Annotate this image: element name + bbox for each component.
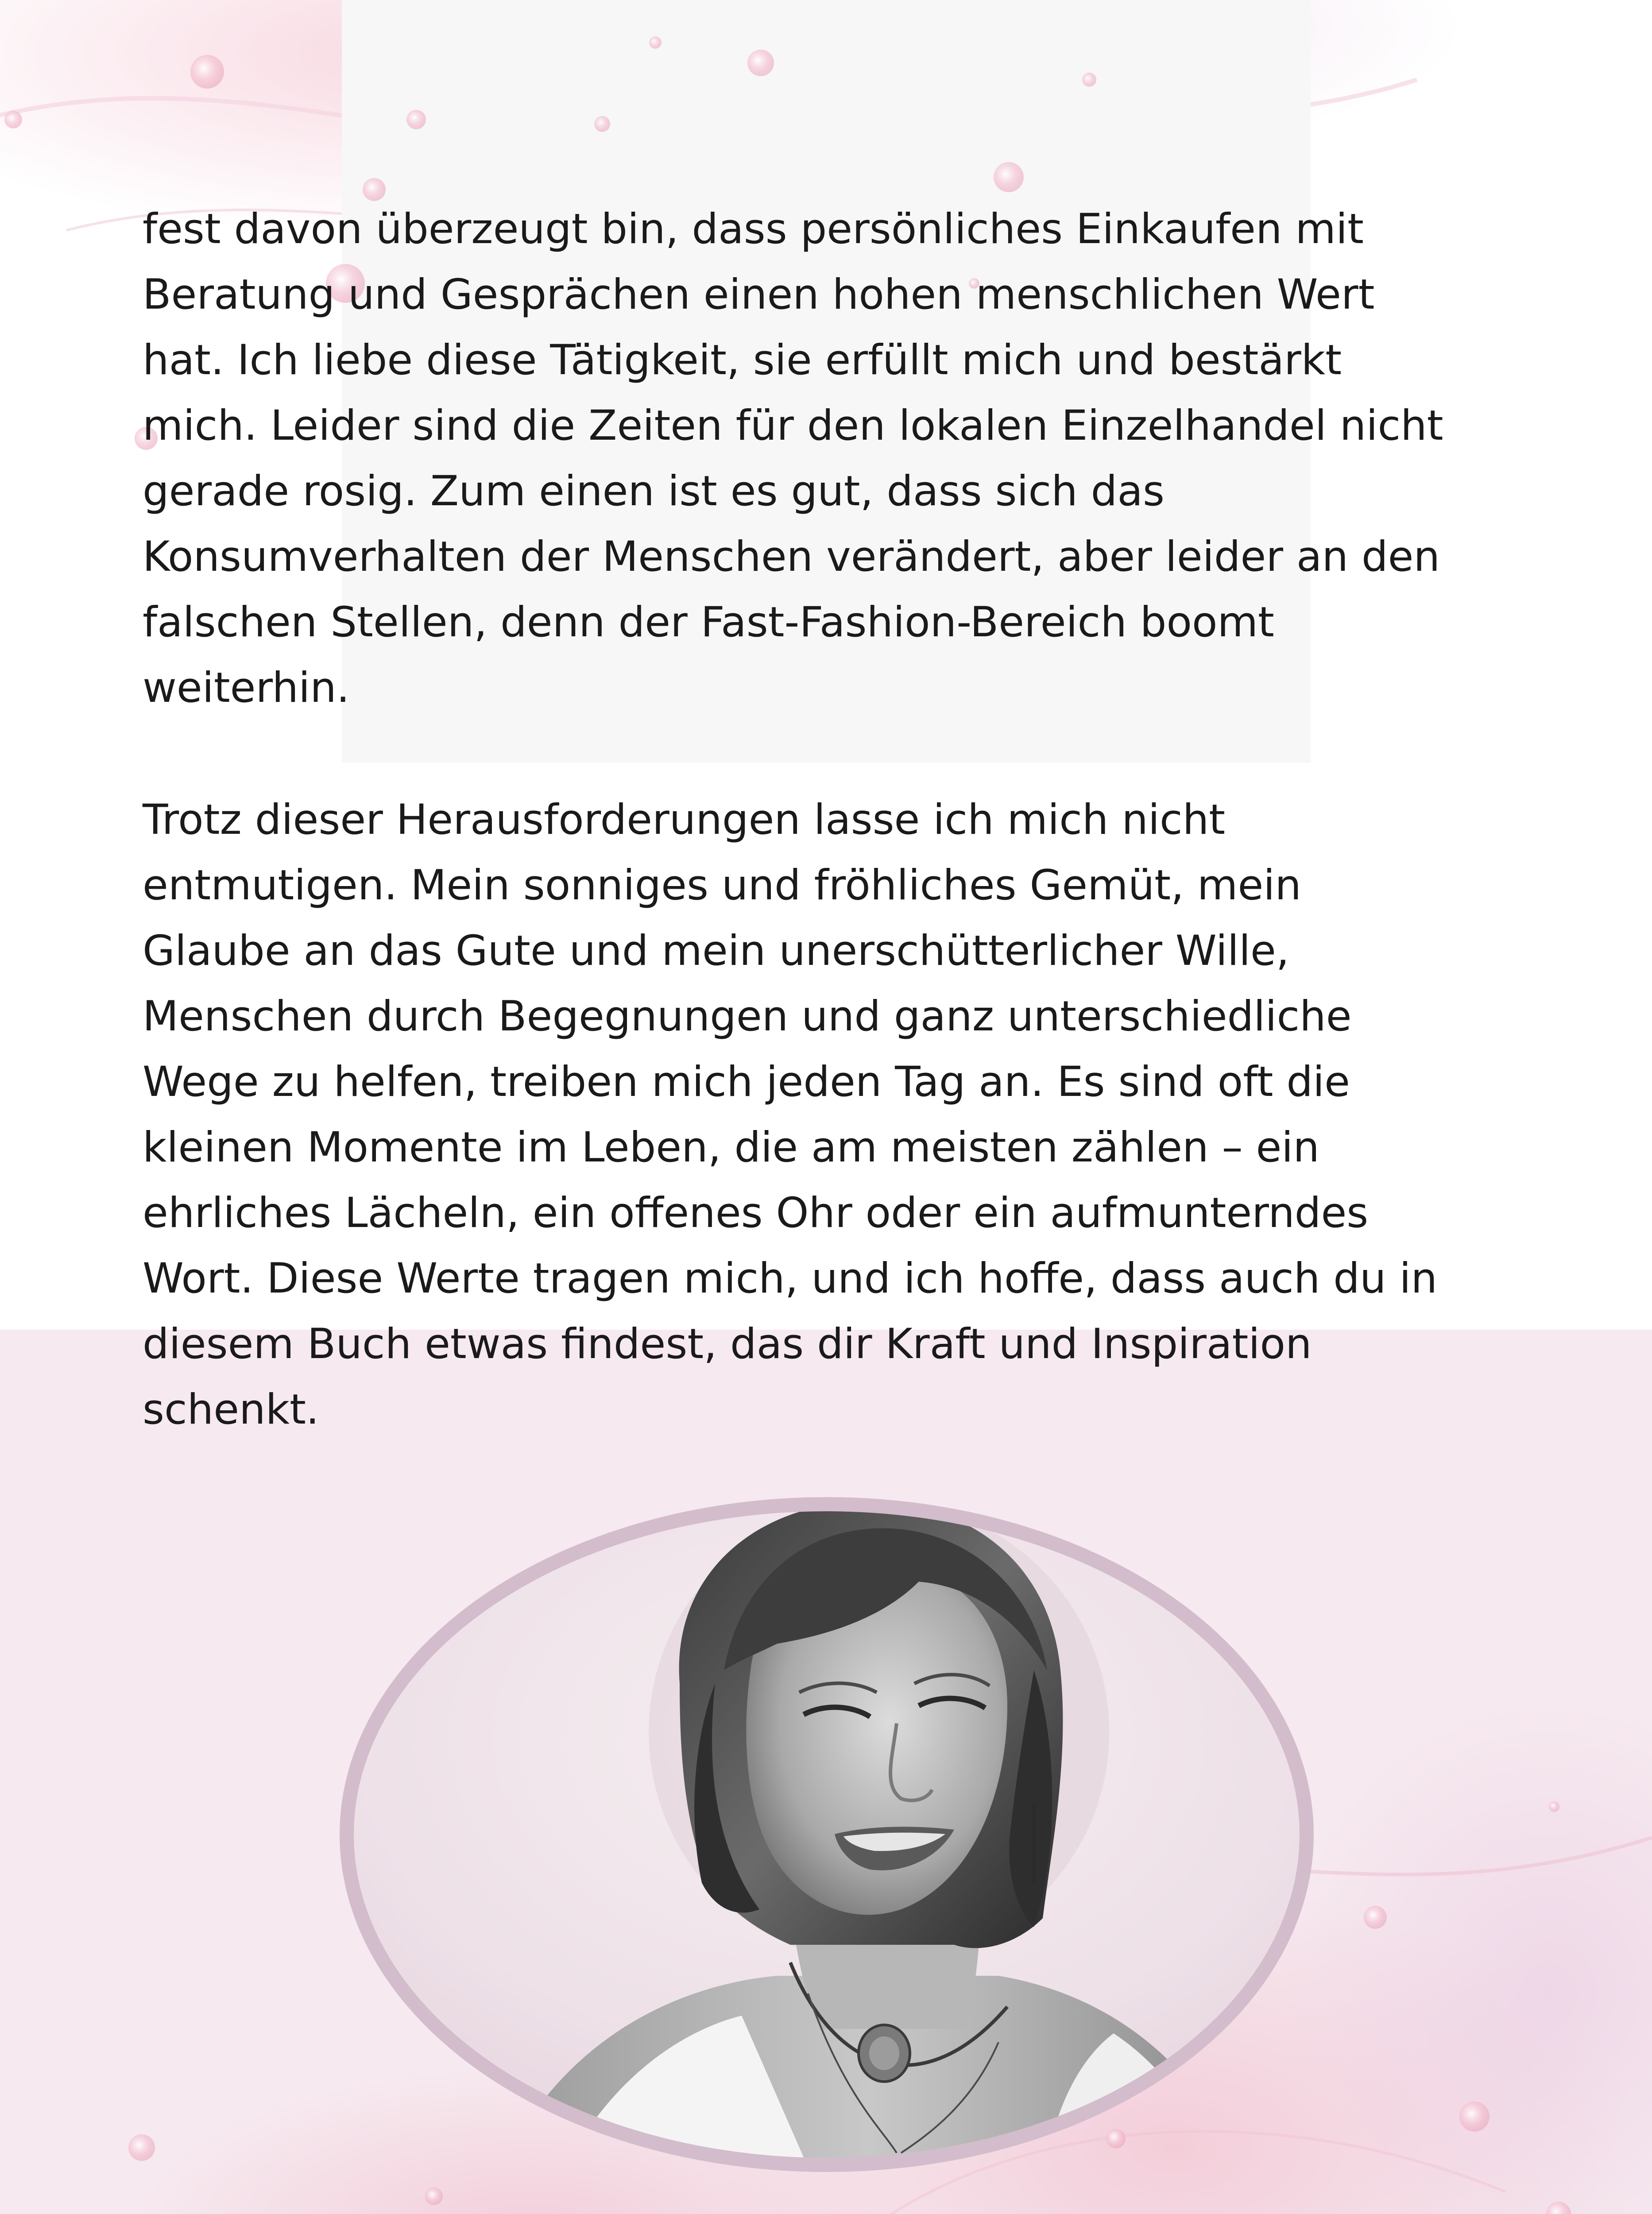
paragraph-1: [143, 197, 1533, 721]
text-line: Glaube an das Gute und mein unerschütterlicher Wille,: [143, 927, 1289, 975]
text-line: diesem Buch etwas findest, das dir Kraft und Inspiration: [143, 1320, 1312, 1368]
text-line: weiterhin.: [143, 664, 350, 712]
text-line: hat. Ich liebe diese Tätigkeit, sie erfüllt mich und bestärkt: [143, 336, 1342, 384]
text-line: Beratung und Gesprächen einen hohen menschlichen Wert: [143, 271, 1375, 319]
text-line: fest davon überzeugt bin, dass persönliches Einkaufen mit: [143, 205, 1364, 253]
text-line: kleinen Momente im Leben, die am meisten zählen – ein: [143, 1123, 1319, 1172]
text-line: Konsumverhalten der Menschen verändert, aber leider an den: [143, 533, 1440, 581]
text-line: schenkt.: [143, 1386, 319, 1434]
text-line: gerade rosig. Zum einen ist es gut, dass sich das: [143, 467, 1165, 515]
paragraph-2: [143, 787, 1533, 1443]
text-line: Wort. Diese Werte tragen mich, und ich hoffe, dass auch du in: [143, 1254, 1438, 1303]
text-line: falschen Stellen, denn der Fast-Fashion-Bereich boomt: [143, 598, 1274, 646]
text-line: mich. Leider sind die Zeiten für den lokalen Einzelhandel nicht: [143, 402, 1443, 450]
author-portrait: [325, 1484, 1328, 2185]
text-line: ehrliches Lächeln, ein offenes Ohr oder ein aufmunterndes: [143, 1189, 1369, 1237]
text-line: Trotz dieser Herausforderungen lasse ich mich nicht: [143, 796, 1226, 844]
text-line: Wege zu helfen, treiben mich jeden Tag an. Es sind oft die: [143, 1058, 1350, 1106]
text-line: Menschen durch Begegnungen und ganz unterschiedliche: [143, 992, 1352, 1041]
text-line: entmutigen. Mein sonniges und fröhliches Gemüt, mein: [143, 861, 1301, 910]
